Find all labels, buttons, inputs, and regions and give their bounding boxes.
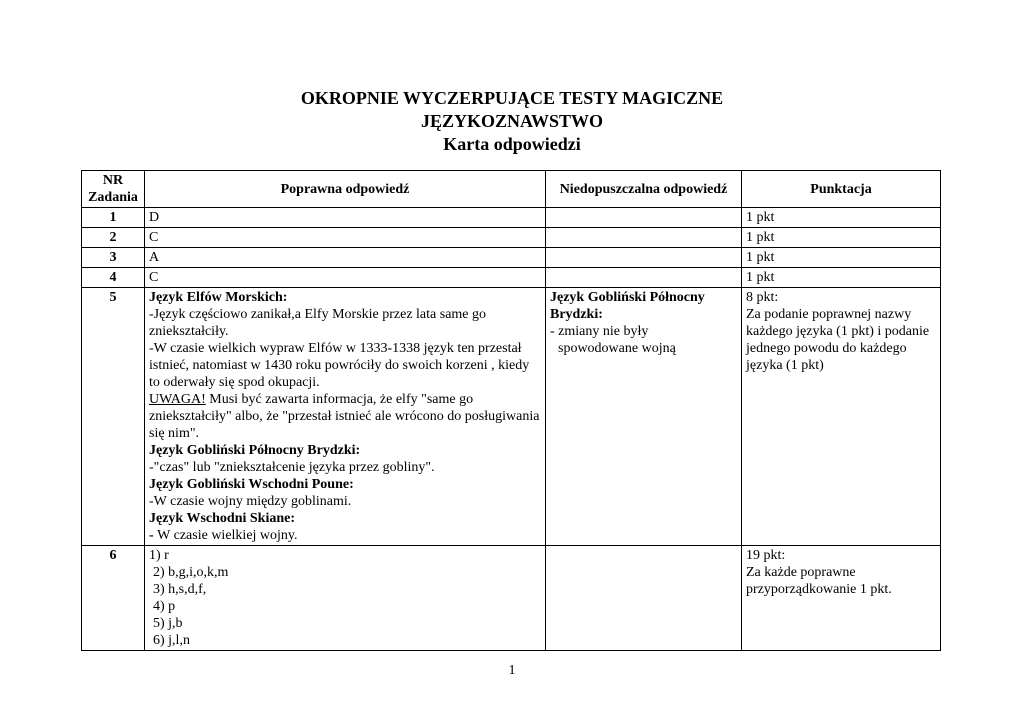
- note-text: Musi być zawarta informacja, że elfy "same go zniekształciły" albo, że "przestał istnieć ale wrócono do posługiwania się nim".: [149, 392, 540, 441]
- language-heading: Język Wschodni Skiane:: [149, 511, 295, 526]
- points: 1 pkt: [742, 228, 941, 248]
- invalid-answer: [546, 546, 742, 651]
- answer-item: 5) j,b: [153, 616, 183, 631]
- answer-table: [81, 170, 941, 651]
- invalid-answer: [546, 228, 742, 248]
- uwaga-label: UWAGA!: [149, 392, 206, 407]
- answer-text: -Język częściowo zanikał,a Elfy Morskie przez lata same go zniekształciły.: [149, 307, 487, 339]
- correct-answer: C: [145, 268, 546, 288]
- language-heading: Język Gobliński Wschodni Poune:: [149, 477, 354, 492]
- note: [149, 391, 541, 442]
- invalid-answer: [546, 248, 742, 268]
- points-description: Za każde poprawne przyporządkowanie 1 pkt.: [746, 565, 892, 597]
- points: [742, 546, 941, 651]
- correct-answer: [145, 546, 546, 651]
- task-number: 6: [82, 546, 145, 651]
- invalid-text: spowodowane wojną: [558, 341, 676, 356]
- table-row-5: [82, 288, 941, 546]
- points-description: Za podanie poprawnej nazwy każdego języka (1 pkt) i podanie jednego powodu do każdego języka (1 pkt): [746, 307, 930, 373]
- correct-answer: C: [145, 228, 546, 248]
- invalid-text: - zmiany nie były: [550, 324, 649, 339]
- document-title: [0, 87, 1024, 156]
- answer-item: 6) j,l,n: [153, 633, 190, 648]
- invalid-answer: [546, 288, 742, 546]
- answer-item: 4) p: [153, 599, 176, 614]
- header-points: Punktacja: [742, 171, 941, 208]
- points: 1 pkt: [742, 208, 941, 228]
- language-heading: Język Gobliński Północny Brydzki:: [149, 443, 361, 458]
- points-value: 19 pkt:: [746, 548, 786, 563]
- points: 1 pkt: [742, 268, 941, 288]
- correct-answer: D: [145, 208, 546, 228]
- table-row: [82, 208, 941, 228]
- table-header-row: [82, 171, 941, 208]
- language-heading: Język Gobliński Północny Brydzki:: [550, 290, 705, 322]
- title-line-3: Karta odpowiedzi: [443, 134, 581, 154]
- answer-text: -"czas" lub "zniekształcenie języka przez gobliny".: [149, 460, 435, 475]
- task-number: 5: [82, 288, 145, 546]
- correct-answer: A: [145, 248, 546, 268]
- header-invalid-answer: Niedopuszczalna odpowiedź: [546, 171, 742, 208]
- answer-text: -W czasie wojny między goblinami.: [149, 494, 352, 509]
- task-number: 4: [82, 268, 145, 288]
- points: [742, 288, 941, 546]
- title-line-2: JĘZYKOZNAWSTWO: [420, 111, 604, 131]
- task-number: 2: [82, 228, 145, 248]
- table-row: [82, 228, 941, 248]
- invalid-answer: [546, 208, 742, 228]
- table-row-6: [82, 546, 941, 651]
- points-value: 8 pkt:: [746, 290, 779, 305]
- header-correct-answer: Poprawna odpowiedź: [145, 171, 546, 208]
- language-heading: Język Elfów Morskich:: [149, 290, 288, 305]
- points: 1 pkt: [742, 248, 941, 268]
- invalid-answer: [546, 268, 742, 288]
- correct-answer: [145, 288, 546, 546]
- title-line-1: OKROPNIE WYCZERPUJĄCE TESTY MAGICZNE: [300, 88, 724, 108]
- table-row: [82, 248, 941, 268]
- task-number: 1: [82, 208, 145, 228]
- table-row: [82, 268, 941, 288]
- answer-item: 3) h,s,d,f,: [153, 582, 207, 597]
- answer-text: -W czasie wielkich wypraw Elfów w 1333-1338 język ten przestał istnieć, natomiast w 1430 roku powróciły do swoich korzeni , kiedy to oderwały się spod okupacji.: [149, 341, 530, 390]
- task-number: 3: [82, 248, 145, 268]
- answer-item: 2) b,g,i,o,k,m: [153, 565, 229, 580]
- header-nr: NR Zadania: [82, 171, 145, 208]
- answer-item: 1) r: [149, 548, 169, 563]
- page-number: 1: [508, 663, 516, 678]
- answer-text: - W czasie wielkiej wojny.: [149, 528, 298, 543]
